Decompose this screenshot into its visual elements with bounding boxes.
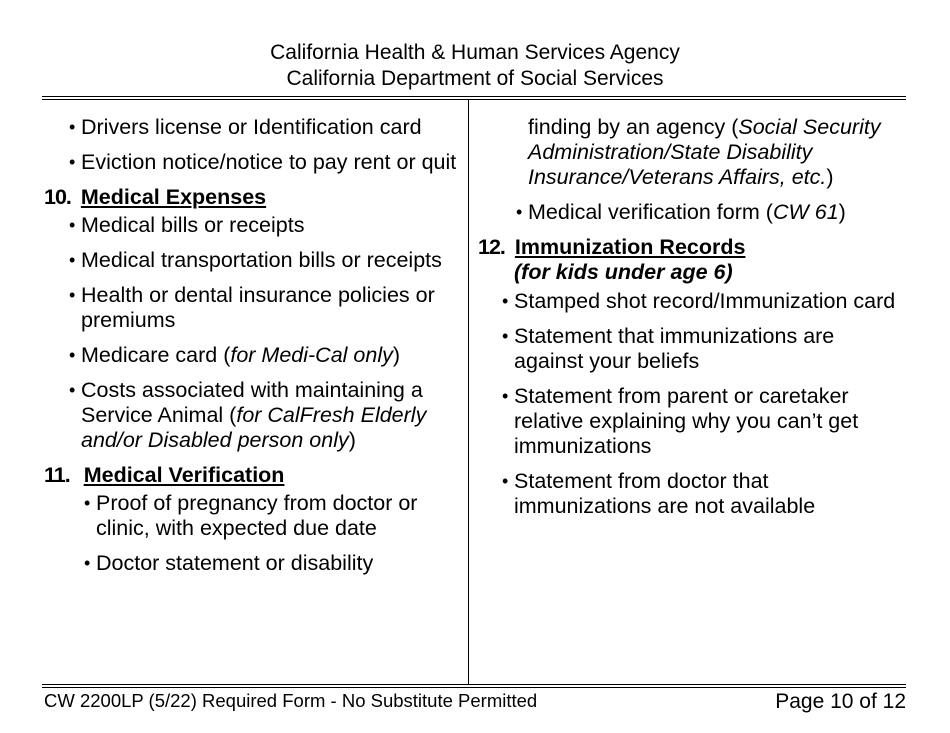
section-title: Medical Verification (83, 463, 285, 487)
list-item: • Health or dental insurance policies or premiums (69, 283, 464, 333)
section-title: Immunization Records (514, 235, 746, 259)
left-column (44, 115, 464, 586)
page-number: Page 10 of 12 (775, 690, 906, 713)
header-rule (42, 96, 906, 97)
list-item: • Eviction notice/notice to pay rent or quit (69, 150, 464, 175)
list-item: • Medical verification form (CW 61) (516, 200, 908, 225)
section-number: 11. (44, 463, 70, 487)
list-item: • Medical transportation bills or receipts (69, 248, 464, 273)
list-item: • Statement that immunizations are against your beliefs (502, 324, 908, 374)
list-item: • Medical bills or receipts (69, 213, 464, 238)
page-header (0, 40, 950, 92)
continued-text: finding by an agency (Social Security Administration/State Disability Insurance/Veterans Affairs, etc.) (528, 115, 881, 189)
list-item: • Medicare card (for Medi-Cal only) (69, 343, 464, 368)
section-title: Medical Expenses (80, 185, 267, 209)
form-identifier: CW 2200LP (5/22) Required Form - No Substitute Permitted (44, 690, 538, 711)
list-item: • Drivers license or Identification card (69, 115, 464, 140)
list-item: • Statement from doctor that immunizations are not available (502, 469, 908, 519)
list-item: • Stamped shot record/Immunization card (502, 289, 908, 314)
list-item: • Statement from parent or caretaker relative explaining why you can’t get immunizations (502, 384, 908, 459)
department-name: California Department of Social Services (286, 67, 664, 90)
column-divider (468, 100, 469, 685)
footer-rule (42, 684, 906, 685)
section-number: 12. (478, 235, 505, 259)
section-11-heading (44, 463, 464, 488)
section-number: 10. (44, 185, 71, 209)
agency-name: California Health & Human Services Agency (270, 41, 680, 64)
list-item: • Costs associated with maintaining a Service Animal (for CalFresh Elderly and/or Disabled person only) (69, 378, 464, 453)
section-10-heading (44, 185, 464, 210)
list-item: • Doctor statement or disability (84, 551, 464, 576)
footer-rule-double (42, 687, 906, 688)
section-12-heading (478, 235, 908, 260)
list-item: • Proof of pregnancy from doctor or clinic, with expected due date (84, 491, 464, 541)
header-rule-double (42, 99, 906, 100)
section-subtitle: (for kids under age 6) (514, 260, 733, 284)
right-column (478, 115, 908, 529)
